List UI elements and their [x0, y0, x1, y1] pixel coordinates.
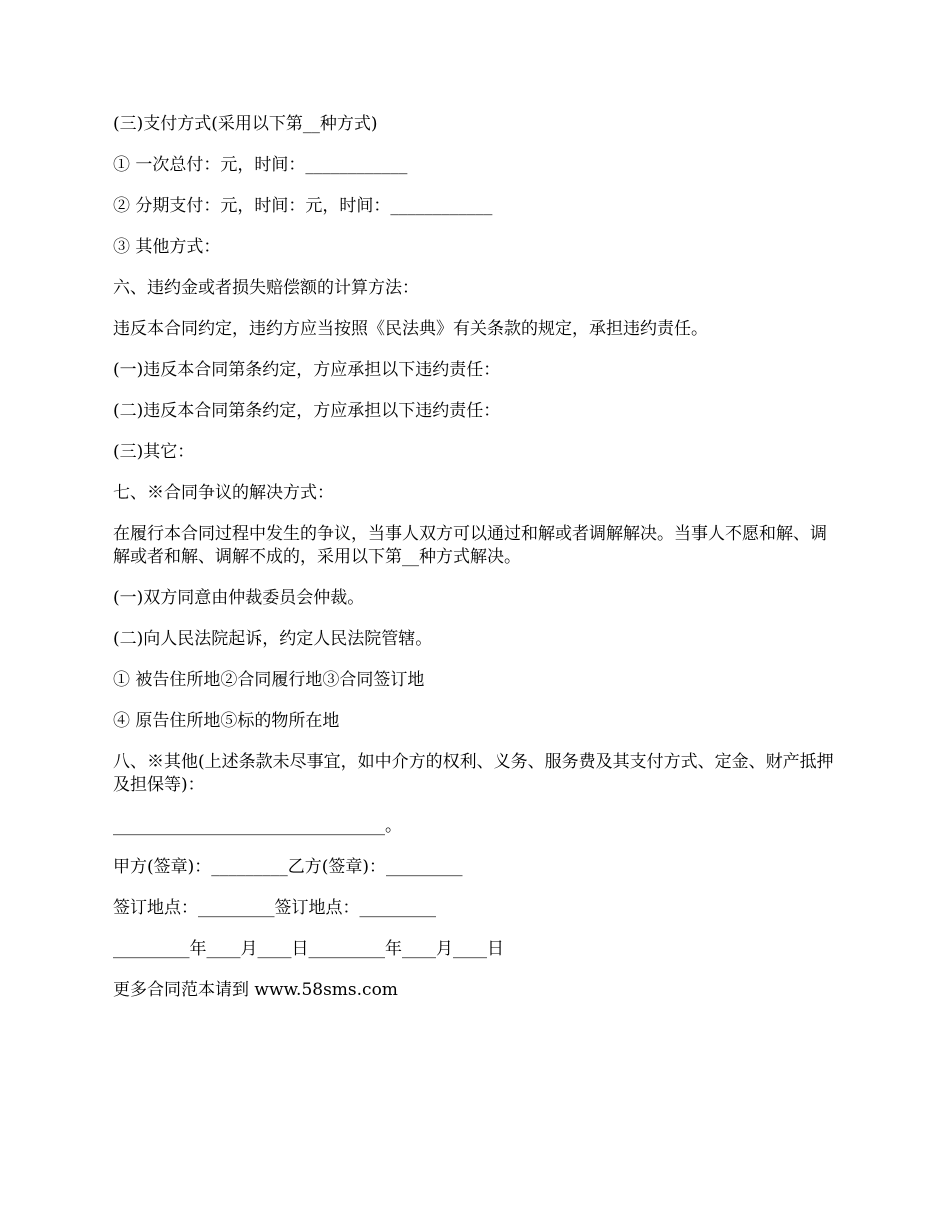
jurisdiction-options-one: ① 被告住所地②合同履行地③合同签订地 [113, 670, 425, 690]
arbitration-option: (一)双方同意由仲裁委员会仲裁。 [113, 588, 365, 608]
dispute-resolution-paragraph: 在履行本合同过程中发生的争议，当事人双方可以通过和解或者调解解决。当事人不愿和解、调解或者和解、调解不成的，采用以下第__种方式解决。 [113, 524, 827, 567]
signing-date-line: _________年____月____日_________年____月____日 [113, 939, 504, 959]
footer-more-templates: 更多合同范本请到 www.58sms.com [113, 980, 398, 1000]
signing-place-line: 签订地点：_________签订地点：_________ [113, 898, 436, 918]
section-seven-heading: 七、※合同争议的解决方式： [113, 483, 334, 503]
jurisdiction-options-two: ④ 原告住所地⑤标的物所在地 [113, 711, 340, 731]
breach-clause-other: (三)其它： [113, 442, 195, 462]
document-body [113, 113, 843, 1020]
other-payment-line: ③ 其他方式： [113, 237, 221, 257]
payment-method-heading: (三)支付方式(采用以下第__种方式) [113, 114, 378, 134]
other-terms-blank: ________________________________。 [113, 816, 402, 836]
section-six-heading: 六、违约金或者损失赔偿额的计算方法： [113, 278, 419, 298]
breach-clause-one: (一)违反本合同第条约定，方应承担以下违约责任： [113, 360, 501, 380]
signature-line: 甲方(签章)：_________乙方(签章)：_________ [113, 857, 463, 877]
section-eight-heading: 八、※其他(上述条款未尽事宜，如中介方的权利、义务、服务费及其支付方式、定金、财产抵押及担保等)： [113, 752, 834, 795]
breach-clause-two: (二)违反本合同第条约定，方应承担以下违约责任： [113, 401, 501, 421]
lump-sum-payment-line: ① 一次总付：元，时间：____________ [113, 155, 408, 175]
breach-liability-paragraph: 违反本合同约定，违约方应当按照《民法典》有关条款的规定，承担违约责任。 [113, 319, 708, 339]
installment-payment-line: ② 分期支付：元，时间：元，时间：____________ [113, 196, 493, 216]
litigation-option: (二)向人民法院起诉，约定人民法院管辖。 [113, 629, 433, 649]
